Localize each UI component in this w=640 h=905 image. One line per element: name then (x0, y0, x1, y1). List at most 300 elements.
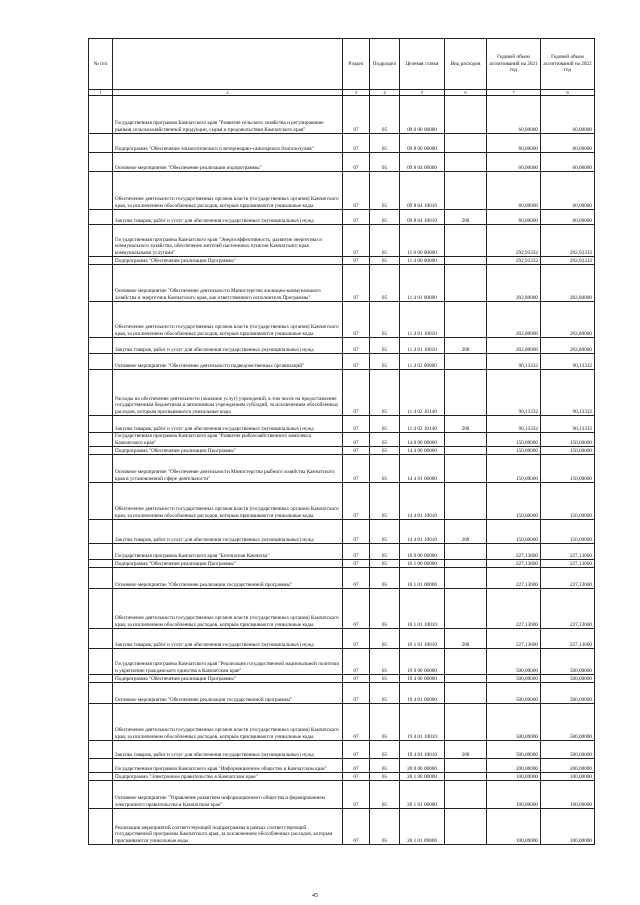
row-volume-2022-cell: 500,00000 (541, 649, 595, 675)
row-name-cell: Реализация мероприятий соответствующей подпрограммы в рамках соответствующей государственной программы Камчатского края, за исключением обособленных расходов, которым присваиваются уникальные коды (113, 809, 343, 845)
column-number: 1 (89, 90, 113, 96)
row-volume-2022-cell: 60,00000 (541, 96, 595, 134)
row-target-cell: 19 4 01 10010 (400, 741, 445, 759)
row-subsection-cell: 05 (370, 568, 400, 589)
row-volume-2021-cell: 202,80000 (487, 265, 541, 302)
row-target-cell: 11 4 02 00000 (400, 354, 445, 370)
row-section-cell: 07 (343, 370, 370, 416)
row-name-cell: Закупка товаров, работ и услуг для обеспечения государственных (муниципальных) нужд (113, 520, 343, 544)
row-expense-type-cell (445, 153, 487, 172)
row-subsection-cell: 05 (370, 455, 400, 483)
row-volume-2021-cell: 500,00000 (487, 741, 541, 759)
row-name-cell: Обеспечение деятельности государственных органов власти (государственных органов) Камчатского края, за исключением обособленных расходов, которым присваиваются уникальные коды. (113, 704, 343, 741)
row-expense-type-cell (445, 96, 487, 134)
row-volume-2021-cell: 60,00000 (487, 153, 541, 172)
row-subsection-cell: 05 (370, 338, 400, 354)
row-expense-type-cell (445, 781, 487, 809)
row-subsection-cell: 05 (370, 370, 400, 416)
row-name-cell: Основное мероприятие "Обеспечение реализации государственной программы" (113, 568, 343, 589)
row-num-cell (89, 172, 113, 210)
row-section-cell: 07 (343, 447, 370, 455)
row-section-cell: 07 (343, 225, 370, 257)
row-expense-type-cell (445, 172, 487, 210)
row-subsection-cell: 05 (370, 447, 400, 455)
row-section-cell: 07 (343, 544, 370, 560)
table-row (89, 560, 595, 568)
row-section-cell: 07 (343, 675, 370, 683)
row-volume-2021-cell: 90,13332 (487, 416, 541, 433)
row-name-cell: Подпрограмма "Обеспечение реализации Программы" (113, 560, 343, 568)
table-row (89, 96, 595, 134)
row-subsection-cell: 05 (370, 172, 400, 210)
row-expense-type-cell (445, 544, 487, 560)
column-number: 8 (541, 90, 595, 96)
row-section-cell: 07 (343, 683, 370, 704)
row-expense-type-cell (445, 683, 487, 704)
row-subsection-cell: 05 (370, 265, 400, 302)
row-name-cell: Подпрограмма "Электронное правительство в Камчатском крае" (113, 773, 343, 781)
row-subsection-cell: 05 (370, 225, 400, 257)
column-number: 4 (370, 90, 400, 96)
row-expense-type-cell: 200 (445, 416, 487, 433)
row-expense-type-cell (445, 483, 487, 520)
row-target-cell: 11 4 01 10010 (400, 338, 445, 354)
row-section-cell: 07 (343, 629, 370, 649)
table-row (89, 544, 595, 560)
row-subsection-cell: 05 (370, 781, 400, 809)
row-name-cell: Обеспечение деятельности государственных органов власти (государственных органов) Камчатского края, за исключением обособленных расходов, которым присваиваются уникальные коды. (113, 589, 343, 629)
row-subsection-cell: 05 (370, 483, 400, 520)
row-target-cell: 20 1 01 09000 (400, 809, 445, 845)
row-volume-2022-cell: 200,00000 (541, 759, 595, 773)
row-section-cell: 07 (343, 433, 370, 447)
row-num-cell (89, 265, 113, 302)
row-expense-type-cell: 200 (445, 741, 487, 759)
row-name-cell: Государственная программа Камчатского края "Энергоэффективность, развитие энергетики и коммунального хозяйства, обеспечение жителей населенных пунктов Камчатского края коммунальными услугами" (113, 225, 343, 257)
row-num-cell (89, 338, 113, 354)
row-target-cell: 11 4 01 00000 (400, 265, 445, 302)
row-target-cell: 16 1 00 00000 (400, 560, 445, 568)
row-target-cell: 16 0 00 00000 (400, 544, 445, 560)
row-name-cell: Основное мероприятие "Управление развитием информационного общества и формированием электронного правительства в Камчатском крае" (113, 781, 343, 809)
row-expense-type-cell (445, 649, 487, 675)
table-row (89, 354, 595, 370)
row-target-cell: 20 1 00 00000 (400, 773, 445, 781)
row-name-cell: Подпрограмма "Обеспечение эпизоотического и ветеринарно-санитарного благополучия" (113, 134, 343, 153)
row-subsection-cell: 05 (370, 257, 400, 265)
table-row (89, 809, 595, 845)
row-name-cell: Основное мероприятие "Обеспечение деятельности Министерства жилищно-коммунального хозяйства и энергетики Камчатского края, как ответственного исполнителя Программы" (113, 265, 343, 302)
row-num-cell (89, 649, 113, 675)
table-row (89, 683, 595, 704)
row-volume-2022-cell: 150,00000 (541, 483, 595, 520)
row-volume-2022-cell: 90,13332 (541, 354, 595, 370)
row-num-cell (89, 370, 113, 416)
row-volume-2021-cell: 150,00000 (487, 447, 541, 455)
row-expense-type-cell (445, 704, 487, 741)
header-row (89, 39, 595, 90)
header-expense-type: Вид расходов (445, 39, 487, 90)
row-expense-type-cell (445, 433, 487, 447)
row-subsection-cell: 05 (370, 649, 400, 675)
row-target-cell: 19 4 01 10010 (400, 704, 445, 741)
row-volume-2022-cell: 150,00000 (541, 520, 595, 544)
row-target-cell: 09 8 04 00000 (400, 153, 445, 172)
table-row (89, 172, 595, 210)
row-section-cell: 07 (343, 153, 370, 172)
row-subsection-cell: 05 (370, 675, 400, 683)
row-target-cell: 11 4 02 10140 (400, 416, 445, 433)
row-name-cell: Обеспечение деятельности государственных органов власти (государственных органов) Камчатского края, за исключением обособленных расходов, которым присваиваются уникальные коды. (113, 302, 343, 338)
row-volume-2021-cell: 227,13600 (487, 568, 541, 589)
row-section-cell: 07 (343, 773, 370, 781)
row-name-cell: Государственная программа Камчатского края "Развитие сельского хозяйства и регулирование рынков сельскохозяйственной продукции, сырья и продовольствия Камчатского края" (113, 96, 343, 134)
row-volume-2022-cell: 150,00000 (541, 433, 595, 447)
row-name-cell: Основное мероприятие "Обеспечение реализации подпрограммы" (113, 153, 343, 172)
row-subsection-cell: 05 (370, 589, 400, 629)
column-number: 7 (487, 90, 541, 96)
row-volume-2021-cell: 202,80000 (487, 302, 541, 338)
header-name (113, 39, 343, 90)
row-section-cell: 07 (343, 568, 370, 589)
row-section-cell: 07 (343, 649, 370, 675)
budget-table (88, 38, 595, 845)
row-target-cell: 09 8 00 00000 (400, 134, 445, 153)
header-num: № п/п (89, 39, 113, 90)
row-section-cell: 07 (343, 96, 370, 134)
row-volume-2021-cell: 202,80000 (487, 338, 541, 354)
row-section-cell: 07 (343, 759, 370, 773)
row-name-cell: Обеспечение деятельности государственных органов власти (государственных органов) Камчатского края, за исключением обособленных расходов, которым присваиваются уникальные коды. (113, 483, 343, 520)
row-subsection-cell: 05 (370, 433, 400, 447)
row-section-cell: 07 (343, 455, 370, 483)
row-target-cell: 16 1 01 10010 (400, 629, 445, 649)
row-num-cell (89, 809, 113, 845)
row-expense-type-cell (445, 447, 487, 455)
row-volume-2021-cell: 150,00000 (487, 520, 541, 544)
row-name-cell: Закупка товаров, работ и услуг для обеспечения государственных (муниципальных) нужд (113, 416, 343, 433)
row-target-cell: 14 4 01 10010 (400, 483, 445, 520)
row-expense-type-cell: 200 (445, 338, 487, 354)
table-row (89, 153, 595, 172)
row-volume-2021-cell: 227,13600 (487, 629, 541, 649)
table-row (89, 629, 595, 649)
row-section-cell: 07 (343, 265, 370, 302)
row-subsection-cell: 05 (370, 544, 400, 560)
row-expense-type-cell (445, 809, 487, 845)
row-num-cell (89, 416, 113, 433)
table-row (89, 265, 595, 302)
row-volume-2021-cell: 60,00000 (487, 210, 541, 225)
row-num-cell (89, 96, 113, 134)
table-row (89, 257, 595, 265)
row-name-cell: Закупка товаров, работ и услуг для обеспечения государственных (муниципальных) нужд (113, 210, 343, 225)
table-row (89, 338, 595, 354)
table-row (89, 433, 595, 447)
row-target-cell: 19 4 00 00000 (400, 675, 445, 683)
row-name-cell: Закупка товаров, работ и услуг для обеспечения государственных (муниципальных) нужд (113, 741, 343, 759)
row-section-cell: 07 (343, 416, 370, 433)
row-volume-2021-cell: 500,00000 (487, 649, 541, 675)
row-volume-2021-cell: 90,13332 (487, 354, 541, 370)
row-expense-type-cell (445, 773, 487, 781)
header-section: Раздел (343, 39, 370, 90)
row-num-cell (89, 433, 113, 447)
row-num-cell (89, 455, 113, 483)
row-num-cell (89, 629, 113, 649)
row-num-cell (89, 302, 113, 338)
table-row (89, 773, 595, 781)
row-volume-2022-cell: 202,80000 (541, 265, 595, 302)
row-target-cell: 11 4 02 10140 (400, 370, 445, 416)
row-subsection-cell: 05 (370, 759, 400, 773)
row-subsection-cell: 05 (370, 210, 400, 225)
row-subsection-cell: 05 (370, 520, 400, 544)
row-volume-2021-cell: 100,00000 (487, 773, 541, 781)
table-row (89, 568, 595, 589)
header-volume-2021: Годовой объем ассигнований на 2021 год (487, 39, 541, 90)
row-target-cell: 09 8 04 10010 (400, 210, 445, 225)
row-name-cell: Закупка товаров, работ и услуг для обеспечения государственных (муниципальных) нужд (113, 338, 343, 354)
row-volume-2022-cell: 227,13600 (541, 544, 595, 560)
row-section-cell: 07 (343, 520, 370, 544)
row-expense-type-cell (445, 265, 487, 302)
row-name-cell: Государственная программа Камчатского края "Развитие рыбохозяйственного комплекса Камчатского края" (113, 433, 343, 447)
row-num-cell (89, 741, 113, 759)
row-num-cell (89, 257, 113, 265)
row-volume-2022-cell: 500,00000 (541, 741, 595, 759)
column-number: 3 (343, 90, 370, 96)
table-row (89, 210, 595, 225)
row-target-cell: 14 4 01 10010 (400, 520, 445, 544)
row-target-cell: 20 1 01 00000 (400, 781, 445, 809)
table-row (89, 134, 595, 153)
row-volume-2022-cell: 150,00000 (541, 447, 595, 455)
row-volume-2022-cell: 100,00000 (541, 809, 595, 845)
row-section-cell: 07 (343, 781, 370, 809)
row-volume-2022-cell: 90,13332 (541, 370, 595, 416)
row-num-cell (89, 134, 113, 153)
row-subsection-cell: 05 (370, 416, 400, 433)
row-section-cell: 07 (343, 338, 370, 354)
row-expense-type-cell (445, 675, 487, 683)
table-row (89, 759, 595, 773)
row-section-cell: 07 (343, 302, 370, 338)
row-volume-2022-cell: 100,00000 (541, 773, 595, 781)
row-volume-2021-cell: 100,00000 (487, 809, 541, 845)
row-target-cell: 19 4 01 00000 (400, 683, 445, 704)
table-row (89, 741, 595, 759)
column-number: 2 (113, 90, 343, 96)
row-num-cell (89, 153, 113, 172)
row-section-cell: 07 (343, 134, 370, 153)
table-row (89, 704, 595, 741)
page-number: 45 (312, 893, 318, 899)
row-volume-2021-cell: 60,00000 (487, 134, 541, 153)
row-volume-2022-cell: 60,00000 (541, 172, 595, 210)
row-target-cell: 11 0 00 00000 (400, 225, 445, 257)
row-volume-2022-cell: 100,00000 (541, 781, 595, 809)
row-target-cell: 09 8 04 10010 (400, 172, 445, 210)
column-number: 5 (400, 90, 445, 96)
row-volume-2022-cell: 150,00000 (541, 455, 595, 483)
row-volume-2021-cell: 292,93332 (487, 225, 541, 257)
row-target-cell: 14 0 00 00000 (400, 433, 445, 447)
row-volume-2022-cell: 202,80000 (541, 338, 595, 354)
row-name-cell: Основное мероприятие "Обеспечение деятельности подведомственных организаций" (113, 354, 343, 370)
row-name-cell: Подпрограмма "Обеспечение реализации Программы" (113, 257, 343, 265)
row-num-cell (89, 759, 113, 773)
row-subsection-cell: 05 (370, 809, 400, 845)
row-section-cell: 07 (343, 354, 370, 370)
row-volume-2021-cell: 227,13600 (487, 589, 541, 629)
row-volume-2022-cell: 227,13600 (541, 568, 595, 589)
row-volume-2022-cell: 60,00000 (541, 134, 595, 153)
row-subsection-cell: 05 (370, 560, 400, 568)
row-expense-type-cell (445, 589, 487, 629)
row-subsection-cell: 05 (370, 354, 400, 370)
row-volume-2021-cell: 292,93332 (487, 257, 541, 265)
row-num-cell (89, 520, 113, 544)
row-expense-type-cell (445, 455, 487, 483)
row-target-cell: 20 0 00 00000 (400, 759, 445, 773)
row-num-cell (89, 781, 113, 809)
row-volume-2021-cell: 500,00000 (487, 675, 541, 683)
table-row (89, 520, 595, 544)
row-target-cell: 09 0 00 00000 (400, 96, 445, 134)
row-subsection-cell: 05 (370, 741, 400, 759)
row-volume-2021-cell: 500,00000 (487, 683, 541, 704)
row-volume-2022-cell: 292,93332 (541, 225, 595, 257)
table-row (89, 370, 595, 416)
row-subsection-cell: 05 (370, 153, 400, 172)
row-target-cell: 11 4 00 00000 (400, 257, 445, 265)
row-num-cell (89, 773, 113, 781)
row-expense-type-cell: 200 (445, 210, 487, 225)
header-subsection: Подраздел (370, 39, 400, 90)
row-section-cell: 07 (343, 560, 370, 568)
row-num-cell (89, 675, 113, 683)
row-volume-2022-cell: 292,93332 (541, 257, 595, 265)
row-section-cell: 07 (343, 809, 370, 845)
row-target-cell: 14 4 01 00000 (400, 455, 445, 483)
row-target-cell: 16 1 01 00000 (400, 568, 445, 589)
row-expense-type-cell: 200 (445, 520, 487, 544)
row-name-cell: Государственная программа Камчатского края "Реализация государственной национальной политики и укрепление гражданского единства в Камчатском крае" (113, 649, 343, 675)
row-subsection-cell: 05 (370, 629, 400, 649)
row-target-cell: 11 4 01 10010 (400, 302, 445, 338)
row-num-cell (89, 683, 113, 704)
header-target: Целевая статья (400, 39, 445, 90)
row-num-cell (89, 560, 113, 568)
row-expense-type-cell (445, 257, 487, 265)
row-subsection-cell: 05 (370, 704, 400, 741)
row-section-cell: 07 (343, 172, 370, 210)
row-expense-type-cell: 200 (445, 629, 487, 649)
row-section-cell: 07 (343, 257, 370, 265)
row-volume-2022-cell: 227,13600 (541, 589, 595, 629)
row-subsection-cell: 05 (370, 683, 400, 704)
header-volume-2022: Годовой объем ассигнований на 2022 год (541, 39, 595, 90)
row-num-cell (89, 483, 113, 520)
row-subsection-cell: 05 (370, 134, 400, 153)
row-section-cell: 07 (343, 483, 370, 520)
table-row (89, 589, 595, 629)
row-target-cell: 16 1 01 10010 (400, 589, 445, 629)
row-subsection-cell: 05 (370, 773, 400, 781)
row-name-cell: Обеспечение деятельности государственных органов власти (государственных органов) Камчатского края, за исключением обособленных расходов, которым присваиваются уникальные коды. (113, 172, 343, 210)
row-volume-2021-cell: 150,00000 (487, 483, 541, 520)
table-row (89, 455, 595, 483)
row-volume-2022-cell: 90,13332 (541, 416, 595, 433)
row-target-cell: 19 0 00 00000 (400, 649, 445, 675)
row-name-cell: Государственная программа Камчатского края "Информационное общество в Камчатском крае" (113, 759, 343, 773)
table-row (89, 225, 595, 257)
row-volume-2022-cell: 60,00000 (541, 210, 595, 225)
row-expense-type-cell (445, 302, 487, 338)
table-row (89, 781, 595, 809)
row-expense-type-cell (445, 354, 487, 370)
column-number: 6 (445, 90, 487, 96)
row-name-cell: Расходы на обеспечение деятельности (оказание услуг) учреждений, в том числе на предоставление государственным бюджетным и автономным учреждениям субсидий, за исключением обособленных расходов, которым присваиваются уникальные коды (113, 370, 343, 416)
row-volume-2021-cell: 150,00000 (487, 433, 541, 447)
table-row (89, 416, 595, 433)
row-volume-2021-cell: 150,00000 (487, 455, 541, 483)
row-num-cell (89, 210, 113, 225)
table-row (89, 675, 595, 683)
row-name-cell: Основное мероприятие "Обеспечение деятельности Министерства рыбного хозяйства Камчатского края в установленной сфере деятельности" (113, 455, 343, 483)
row-volume-2022-cell: 227,13600 (541, 629, 595, 649)
row-num-cell (89, 704, 113, 741)
row-section-cell: 07 (343, 210, 370, 225)
row-volume-2021-cell: 227,13600 (487, 560, 541, 568)
table-row (89, 302, 595, 338)
row-num-cell (89, 589, 113, 629)
row-expense-type-cell (445, 560, 487, 568)
row-volume-2021-cell: 200,00000 (487, 759, 541, 773)
row-num-cell (89, 544, 113, 560)
row-volume-2022-cell: 227,13600 (541, 560, 595, 568)
row-expense-type-cell (445, 568, 487, 589)
row-volume-2021-cell: 100,00000 (487, 781, 541, 809)
row-volume-2021-cell: 60,00000 (487, 96, 541, 134)
row-name-cell: Подпрограмма "Обеспечение реализации Программы" (113, 447, 343, 455)
row-expense-type-cell (445, 370, 487, 416)
row-num-cell (89, 568, 113, 589)
row-num-cell (89, 225, 113, 257)
row-volume-2021-cell: 500,00000 (487, 704, 541, 741)
row-name-cell: Закупка товаров, работ и услуг для обеспечения государственных (муниципальных) нужд (113, 629, 343, 649)
table-row (89, 649, 595, 675)
row-section-cell: 07 (343, 741, 370, 759)
row-num-cell (89, 447, 113, 455)
row-volume-2022-cell: 202,80000 (541, 302, 595, 338)
row-subsection-cell: 05 (370, 96, 400, 134)
table-row (89, 447, 595, 455)
row-section-cell: 07 (343, 704, 370, 741)
row-subsection-cell: 05 (370, 302, 400, 338)
row-name-cell: Подпрограмма "Обеспечение реализации Программы" (113, 675, 343, 683)
row-target-cell: 14 4 00 00000 (400, 447, 445, 455)
row-volume-2022-cell: 500,00000 (541, 683, 595, 704)
row-volume-2022-cell: 60,00000 (541, 153, 595, 172)
table-row (89, 483, 595, 520)
row-name-cell: Государственная программа Камчатского края "Безопасная Камчатка" (113, 544, 343, 560)
row-expense-type-cell (445, 225, 487, 257)
row-expense-type-cell (445, 134, 487, 153)
row-num-cell (89, 354, 113, 370)
row-volume-2021-cell: 90,13332 (487, 370, 541, 416)
